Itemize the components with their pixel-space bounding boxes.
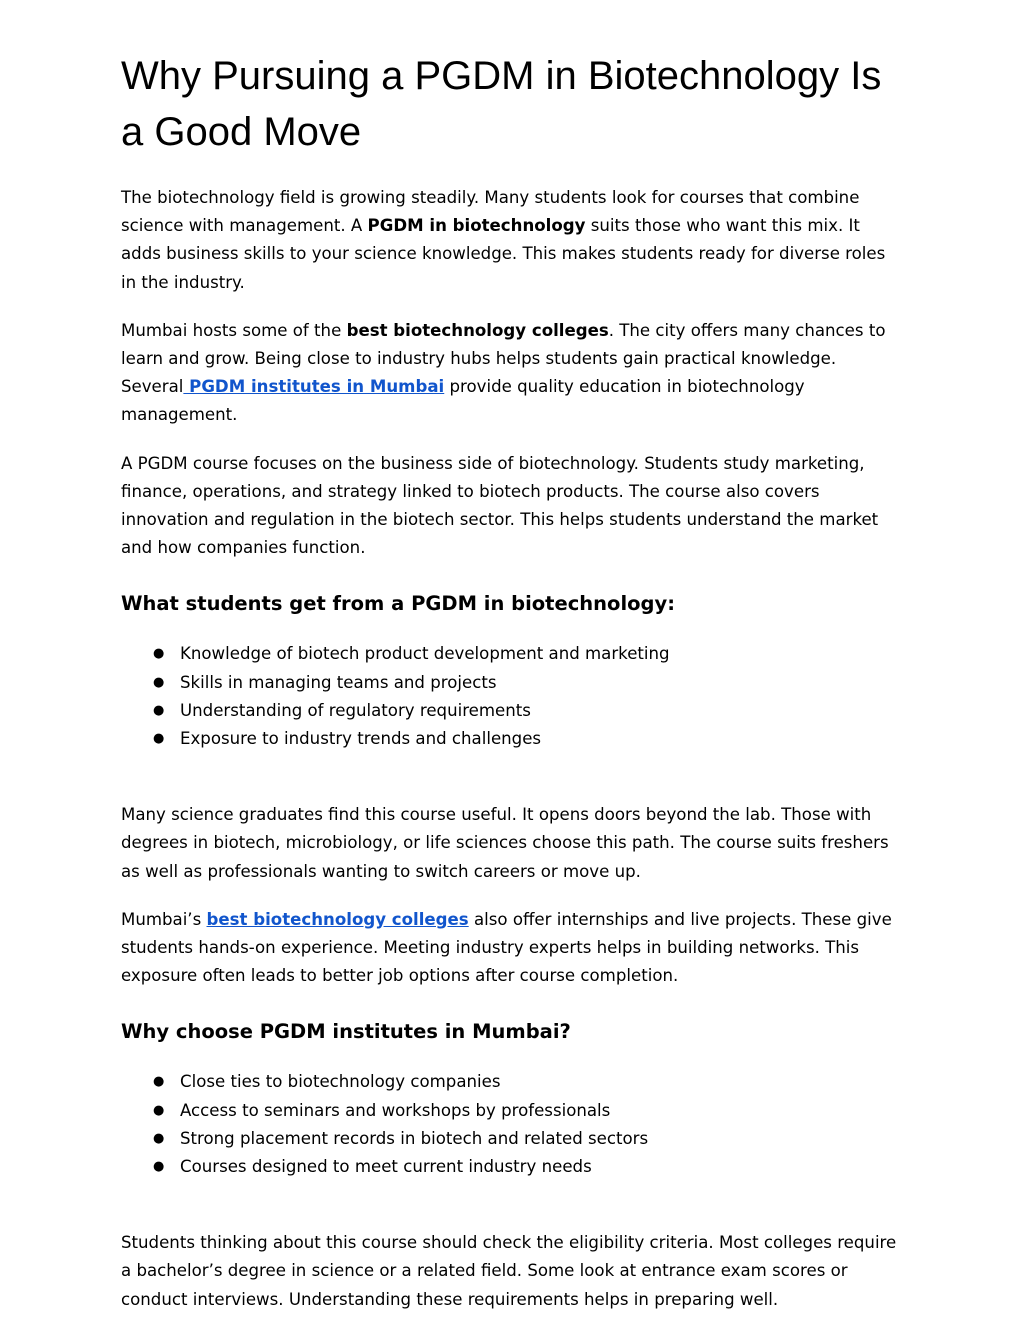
bullet-icon: ● (153, 646, 165, 662)
intro-paragraph-3: A PGDM course focuses on the business side of biotechnology. Students study marketing, finance, operations, and strategy linked to biotech products. The course also covers innovation and regulation in the biotech sector. This helps students understand the market and how companies function. (121, 453, 879, 558)
bullet-icon: ● (153, 1074, 165, 1090)
section-heading-why-mumbai: Why choose PGDM institutes in Mumbai? (121, 1020, 571, 1044)
bullet-icon: ● (153, 1130, 165, 1146)
bold-phrase: PGDM in biotechnology (367, 216, 586, 236)
list-item: ● Close ties to biotechnology companies (121, 1068, 901, 1096)
document-page (121, 48, 901, 1334)
bullet-icon: ● (153, 1102, 165, 1118)
list-item: ● Access to seminars and workshops by professionals (121, 1097, 901, 1125)
reasons-list (121, 1068, 901, 1181)
pgdm-institutes-link[interactable]: PGDM institutes in Mumbai (183, 377, 445, 397)
section-heading-benefits: What students get from a PGDM in biotechnology: (121, 592, 675, 616)
list-item: ● Understanding of regulatory requirements (121, 697, 901, 725)
body-paragraph-4: Many science graduates find this course useful. It opens doors beyond the lab. Those with degrees in biotech, microbiology, or life sciences choose this path. The course suits freshers as well as professionals wanting to switch careers or move up. (121, 805, 889, 881)
bullet-icon: ● (153, 1159, 165, 1175)
spacer (121, 1181, 901, 1229)
benefits-list (121, 640, 901, 753)
list-item: ● Courses designed to meet current industry needs (121, 1153, 901, 1181)
intro-paragraph-1: The biotechnology field is growing steadily. Many students look for courses that combine science with management. A PGDM in biotechnology suits those who want this mix. It adds business skills to your science knowledge. This makes students ready for diverse roles in the industry. (121, 188, 886, 292)
bullet-icon: ● (153, 731, 165, 747)
list-item: ● Knowledge of biotech product development and marketing (121, 640, 901, 668)
list-item: ● Skills in managing teams and projects (121, 669, 901, 697)
bold-phrase: best biotechnology colleges (346, 320, 609, 340)
page-title: Why Pursuing a PGDM in Biotechnology Is a Good Move (121, 54, 882, 154)
bullet-icon: ● (153, 674, 165, 690)
intro-paragraph-2: Mumbai hosts some of the best biotechnology colleges. The city offers many chances to learn and grow. Being close to industry hubs helps students gain practical knowledge. Several PGDM institutes in Mumbai provide quality education in biotechnology management. (121, 320, 886, 425)
closing-paragraph: Students thinking about this course should check the eligibility criteria. Most colleges require a bachelor’s degree in science or a related field. Some look at entrance exam scores or conduct interviews. Understanding these requirements helps in preparing well. (121, 1233, 897, 1309)
spacer (121, 753, 901, 801)
body-paragraph-5: Mumbai’s best biotechnology colleges also offer internships and live projects. These give students hands-on experience. Meeting industry experts helps in building networks. This exposure often leads to better job options after course completion. (121, 909, 892, 986)
best-biotechnology-colleges-link[interactable]: best biotechnology colleges (206, 909, 469, 929)
list-item: ● Exposure to industry trends and challenges (121, 725, 901, 753)
list-item: ● Strong placement records in biotech and related sectors (121, 1125, 901, 1153)
bullet-icon: ● (153, 702, 165, 718)
